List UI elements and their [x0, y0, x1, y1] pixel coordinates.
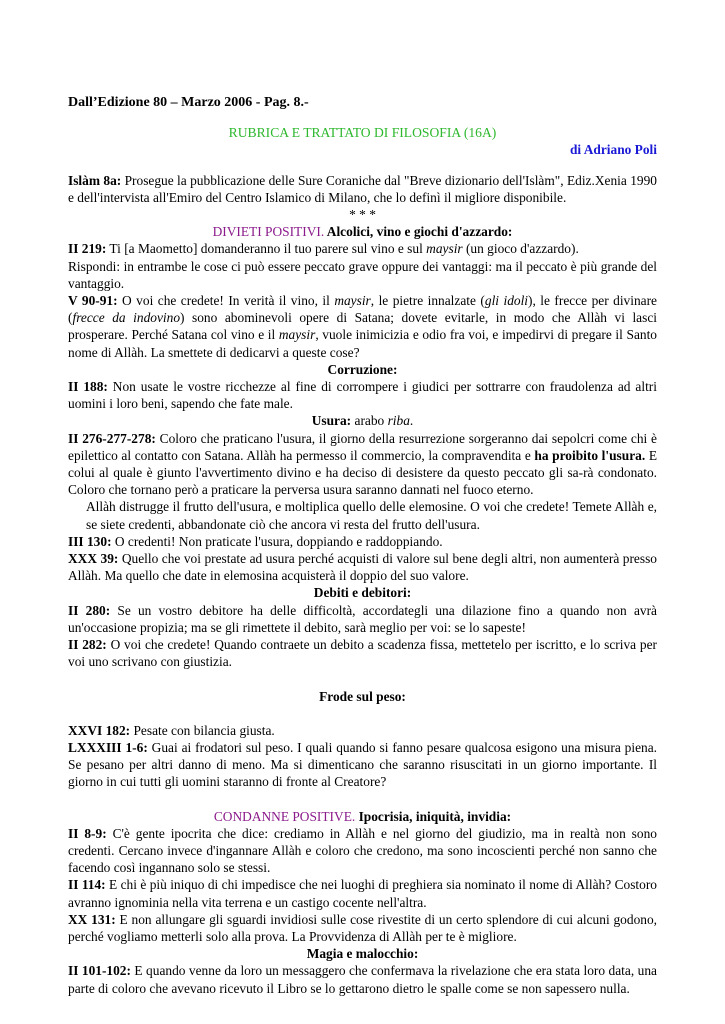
- verse-italic: maysir: [426, 241, 463, 257]
- verse-paragraph: [68, 739, 657, 791]
- verse-paragraph: [68, 378, 657, 412]
- verse-text: E non allungare gli sguardi invidiosi sulle cose rivestite di un certo splendore di cui alcuni godono, perché vogliamo metterli solo alla prova. La Provvidenza di Allàh per te è migliore.: [68, 911, 658, 944]
- section-label: DIVIETI POSITIVI.: [212, 224, 325, 240]
- verse-text: O voi che credete! Quando contraete un debito a scadenza fissa, mettetelo per iscritto, e lo scriva per voi uno scrivano con giustizia.: [68, 637, 657, 670]
- verse-ref: V 90-91:: [68, 293, 118, 309]
- verse-paragraph: [68, 602, 657, 636]
- verse-ref: II 282:: [68, 637, 107, 653]
- edition-heading: Dall’Edizione 80 – Marzo 2006 - Pag. 8.-: [68, 95, 309, 110]
- section-title: Ipocrisia, iniquità, invidia:: [355, 808, 512, 824]
- section-title: Usura:: [311, 413, 352, 429]
- verse-ref: II 188:: [68, 379, 108, 395]
- verse-ref: II 280:: [68, 602, 111, 618]
- verse-paragraph: [68, 292, 657, 361]
- spacer: [68, 671, 657, 688]
- verse-text: C'è gente ipocrita che dice: crediamo in Allàh e nel giorno del giudizio, ma in realtà non sono credenti. Cercano invece d'ingannare Allàh e coloro che credono, ma sono incoscienti perché non sanno che facendo così ingannano solo se stessi.: [68, 825, 657, 876]
- verse-text: Coloro che praticano l'usura, il giorno della resurrezione sorgeranno dai sepolcri come chi è epilettico al contatto con Satana. Allàh ha permesso il commercio, la compravendita e: [68, 430, 657, 463]
- verse-ref: Islàm 8a:: [68, 172, 122, 188]
- verse-text: E colui al quale è giunto l'avvertimento divino e ha deciso di desistere da questo peccato gli sa-rà condonato. Coloro che tornano però a praticare la perversa usura saranno dannati nel fuoco eterno.: [68, 447, 657, 498]
- section-heading: Magia e malocchio:: [306, 946, 419, 962]
- verse-italic: maysir: [278, 327, 316, 343]
- separator-stars: * * *: [349, 207, 376, 223]
- verse-text: Se un vostro debitore ha delle difficoltà, accordategli una dilazione fino a quando non avrà un'occasione propizia; ma se gli rimettete il debito, sarà meglio per voi: se lo sapeste!: [68, 602, 657, 635]
- verse-paragraph: [68, 876, 657, 910]
- verse-paragraph: [68, 533, 657, 550]
- section-heading: [68, 412, 657, 429]
- verse-paragraph: [68, 825, 657, 877]
- section-title: Alcolici, vino e giochi d'azzardo:: [324, 224, 513, 240]
- verse-text: , le pietre innalzate (: [370, 293, 485, 309]
- verse-paragraph: [68, 636, 657, 670]
- verse-ref: III 130:: [68, 533, 112, 549]
- verse-ref: II 101-102:: [68, 963, 131, 979]
- section-heading: Debiti e debitori:: [313, 585, 412, 601]
- verse-ref: LXXXIII 1-6:: [68, 739, 148, 755]
- section-subtitle: arabo: [351, 413, 388, 429]
- section-subtitle: .: [409, 413, 414, 429]
- verse-text: E chi è più iniquo di chi impedisce che nei luoghi di preghiera sia nominato il nome di Allàh? Costoro avranno ignominia nella vita terrena e un castigo cocente nell'altra.: [68, 877, 657, 910]
- document-page: [68, 94, 657, 997]
- verse-text: Pesate con bilancia giusta.: [130, 722, 275, 738]
- verse-text: ) sono abominevoli opere di Satana; dovete evitarle, in modo che Allàh vi lasci prosperare. Perché Satana col vino e il: [68, 310, 657, 343]
- verse-text: Quello che voi prestate ad usura perché acquisti di valore sul bene degli altri, non aumenterà presso Allàh. Ma quello che date in elemosina acquisterà il doppio del suo valore.: [68, 551, 657, 584]
- section-label: CONDANNE POSITIVE.: [213, 808, 356, 824]
- verse-ref: XX 131:: [68, 911, 116, 927]
- verse-paragraph: Allàh distrugge il frutto dell'usura, e moltiplica quello delle elemosine. O voi che credete! Temete Allàh e, se siete credenti, abbandonate ciò che ancora vi resta del frutto dell'usura.: [86, 499, 657, 532]
- intro-paragraph: [68, 172, 657, 206]
- verse-bold: ha proibito l'usura.: [534, 447, 646, 463]
- verse-text: (un gioco d'azzardo).: [462, 241, 579, 257]
- verse-ref: XXX 39:: [68, 551, 119, 567]
- verse-paragraph: [68, 550, 657, 584]
- verse-ref: II 219:: [68, 241, 107, 257]
- verse-text: O credenti! Non praticate l'usura, doppiando e raddoppiando.: [111, 533, 443, 549]
- verse-italic: gli idoli: [484, 293, 529, 309]
- verse-italic: maysir: [334, 293, 371, 309]
- verse-ref: II 8-9:: [68, 825, 107, 841]
- verse-ref: II 114:: [68, 877, 106, 893]
- verse-paragraph: [68, 911, 657, 945]
- section-subtitle-italic: riba: [387, 413, 410, 429]
- intro-text: Prosegue la pubblicazione delle Sure Coraniche dal "Breve dizionario dell'Islàm", Ediz.Xenia 1990 e dell'intervista all'Emiro del Centro Islamico di Milano, che lo definì il migliore disponibile.: [68, 172, 657, 205]
- verse-italic: frecce da indovino: [72, 310, 181, 326]
- verse-ref: XXVI 182:: [68, 722, 131, 738]
- section-heading: [68, 223, 657, 240]
- verse-paragraph: [68, 430, 657, 499]
- verse-text: , vuole inimicizia e odio fra voi, e impedirvi di pregare il Santo nome di Allàh. La smettete di dedicarvi a queste cose?: [68, 327, 657, 360]
- author-name: di Adriano Poli: [569, 142, 657, 158]
- verse-text: Guai ai frodatori sul peso. I quali quando si fanno pesare qualcosa esigono una misura piena. Se pesano per altri danno di meno. Ma si dimenticano che saranno risuscitati in un giorno importante. Il giorno in cui tutti gli uomini staranno di fronte al Creatore?: [68, 739, 657, 790]
- spacer: [68, 705, 657, 722]
- section-heading: Frode sul peso:: [319, 688, 406, 704]
- spacer: [68, 791, 657, 808]
- verse-paragraph: Rispondi: in entrambe le cose ci può essere peccato grave oppure dei vantaggi: ma il peccato è più grande del vantaggio.: [68, 258, 657, 291]
- verse-text: Non usate le vostre ricchezze al fine di corrompere i giudici per sottrarre con fraudolenza ad altri uomini i loro beni, sapendo che fate male.: [68, 379, 657, 412]
- verse-paragraph: [68, 722, 657, 739]
- verse-text: ), le frecce per divinare (: [68, 293, 657, 326]
- verse-ref: II 276-277-278:: [68, 430, 156, 446]
- rubrica-title: RUBRICA E TRATTATO DI FILOSOFIA (16A): [228, 125, 497, 141]
- section-heading: [68, 808, 657, 825]
- verse-text: Ti [a Maometto] domanderanno il tuo parere sul vino e sul: [106, 241, 427, 257]
- verse-text: O voi che credete! In verità il vino, il: [117, 293, 335, 309]
- section-heading: Corruzione:: [327, 361, 398, 377]
- verse-paragraph: [68, 962, 657, 996]
- verse-text: E quando venne da loro un messaggero che confermava la rivelazione che era stata loro data, una parte di coloro che avevano ricevuto il Libro se lo gettarono dietro le spalle come se non sapessero nulla.: [68, 963, 657, 996]
- verse-paragraph: [68, 240, 657, 257]
